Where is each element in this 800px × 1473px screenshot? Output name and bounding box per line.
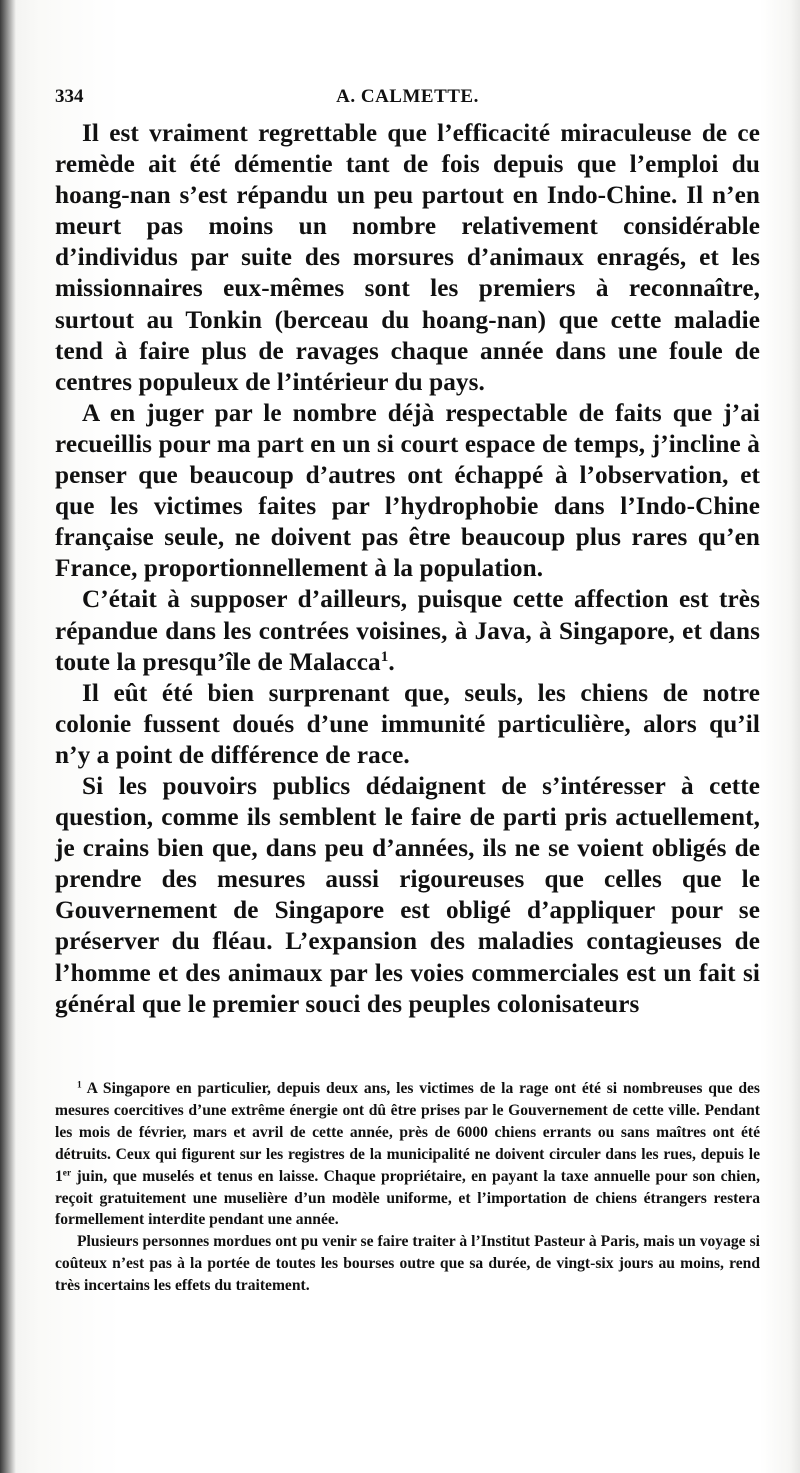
running-head: A. CALMETTE. bbox=[336, 86, 479, 107]
footnotes bbox=[55, 1078, 760, 1297]
footnote-reference: 1 bbox=[380, 648, 389, 665]
page-header bbox=[55, 86, 760, 112]
page-number: 334 bbox=[55, 86, 84, 107]
paragraph bbox=[55, 584, 760, 677]
paragraph-end: . bbox=[388, 648, 395, 676]
footnote-text: A Singapore en particulier, depuis deux ans, les victimes de la rage ont été si nombreuses que des mesures coercitives d’une extrême énergie ont dû être prises par le Gouvernement de cette ville. Pendant les mois de février, mars et avril de cette année, près de 6000 chiens errants ou sans maîtres ont été détruits. Ceux qui figurent sur les registres de la municipalité ne doivent circuler dans les rues, depuis le 1 bbox=[55, 1080, 760, 1185]
footnote bbox=[55, 1078, 760, 1231]
paragraph: Il eût été bien surprenant que, seuls, les chiens de notre colonie fussent doués d’une immunité particulière, alors qu’il n’y a point de différence de race. bbox=[55, 679, 760, 769]
paragraph: Si les pouvoirs publics dédaignent de s’intéresser à cette question, comme ils semblent le faire de parti pris actuellement, je crains bien que, dans peu d’années, ils ne se voient obligés de prendre des mesures aussi rigoureuses que celles que le Gouvernement de Singapore est obligé d’appliquer pour se préserver du fléau. L’expansion des maladies contagieuses de l’homme et des animaux par les voies commerciales est un fait si général que le premier souci des peuples colonisateurs bbox=[55, 772, 760, 1018]
footnote-continuation: Plusieurs personnes mordues ont pu venir se faire traiter à l’Institut Pasteur à Paris, mais un voyage si coûteux n’est pas à la portée de toutes les bourses outre que sa durée, de vingt-six jours au moins, rend très incertains les effets du traitement. bbox=[55, 1233, 760, 1295]
ordinal-superscript: er bbox=[62, 1168, 72, 1179]
paragraph: Il est vraiment regrettable que l’efficacité miraculeuse de ce remède ait été démentie tant de fois depuis que l’emploi du hoang-nan s’est répandu un peu partout en Indo-Chine. Il n’en meurt pas moins un nombre relativement considérable d’individus par suite des morsures d’animaux enragés, et les missionnaires eux-mêmes sont les premiers à reconnaître, surtout au Tonkin (berceau du hoang-nan) que cette maladie tend à faire plus de ravages chaque année dans une foule de centres populeux de l’intérieur du pays. bbox=[55, 120, 760, 396]
footnote-text: juin, que muselés et tenus en laisse. Chaque propriétaire, en payant la taxe annuelle pour son chien, reçoit gratuitement une muselière d’un modèle uniforme, et l’importation de chiens étrangers restera formellement interdite pendant une année. bbox=[55, 1167, 760, 1229]
footnote-marker: 1 bbox=[77, 1080, 82, 1091]
main-text bbox=[55, 118, 760, 1020]
paragraph-text: C’était à supposer d’ailleurs, puisque cette affection est très répandue dans les contrées voisines, à Java, à Singapore, et dans toute la presqu’île de Malacca bbox=[55, 586, 760, 676]
paragraph: A en juger par le nombre déjà respectable de faits que j’ai recueillis pour ma part en un si court espace de temps, j’incline à penser que beaucoup d’autres ont échappé à l’observation, et que les victimes faites par l’hydrophobie dans l’Indo-Chine française seule, ne doivent pas être beaucoup plus rares qu’en France, proportionnellement à la population. bbox=[55, 399, 760, 583]
